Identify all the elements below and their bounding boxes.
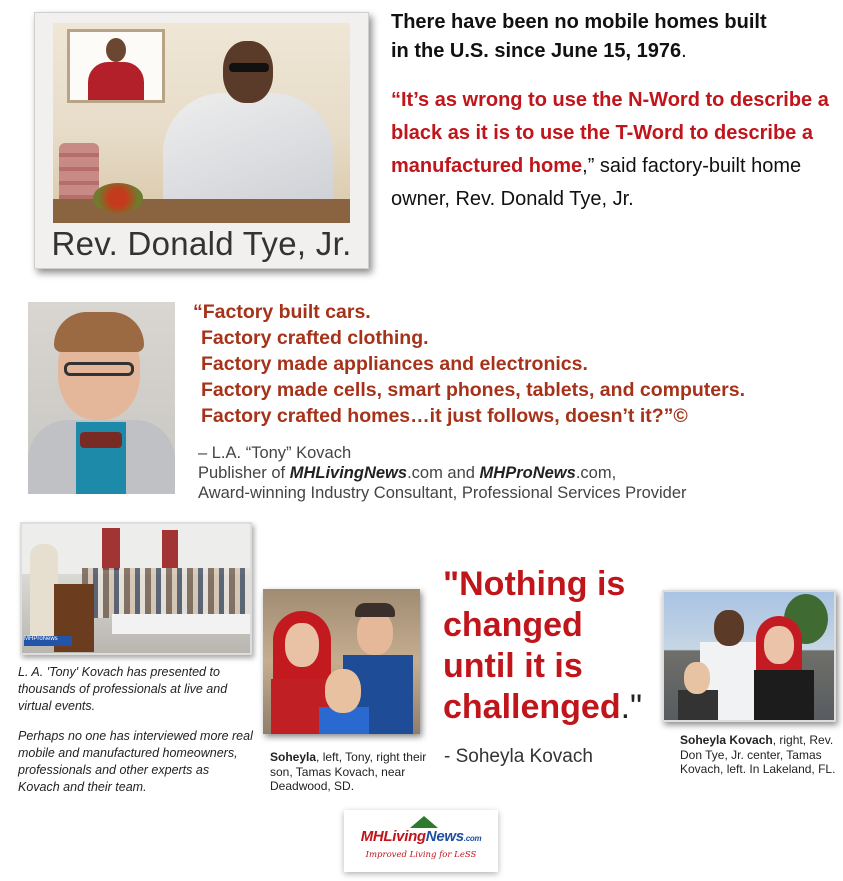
factory-built-quote <box>193 299 833 503</box>
podium-logo: MHProNews <box>24 636 72 646</box>
event-caption <box>18 664 253 809</box>
n-word-t-word-quote <box>391 84 831 216</box>
mobile-homes-fact <box>391 8 831 216</box>
family-photo-lakeland-caption: Soheyla Kovach, right, Rev. Don Tye, Jr. center, Tamas Kovach, left. In Lakeland, FL. <box>680 733 836 776</box>
quote-line: Factory made cells, smart phones, tablets, and computers. <box>201 379 746 401</box>
event-presentation-photo <box>20 522 252 655</box>
logo-wordmark: MHLivingNews.com <box>360 828 482 845</box>
fact-line-1: There have been no mobile homes built <box>391 11 767 33</box>
mhlivingnews-logo[interactable] <box>344 810 498 872</box>
family-photo-lakeland <box>662 590 836 722</box>
signature-name: – L.A. “Tony” Kovach <box>198 444 352 462</box>
challenged-quote-author: - Soheyla Kovach <box>444 746 593 767</box>
rev-tye-photo <box>53 23 350 223</box>
quote-line: Factory made appliances and electronics. <box>201 353 588 375</box>
challenged-quote: "Nothing is changed until it is challenged." <box>443 565 643 726</box>
event-caption-p2: Perhaps no one has interviewed more real mobile and manufactured homeowners, professionals and other experts as Kovach and their team. <box>18 729 253 794</box>
framed-portrait <box>67 29 165 103</box>
family-photo-deadwood-caption: Soheyla, left, Tony, right their son, Tamas Kovach, near Deadwood, SD. <box>270 750 427 793</box>
house-roof-icon <box>410 816 438 828</box>
family-photo-deadwood <box>263 589 420 734</box>
quote-line: Factory crafted homes…it just follows, doesn’t it?”© <box>201 405 688 427</box>
quote-line: “Factory built cars. <box>193 301 371 323</box>
rev-tye-photo-caption: Rev. Donald Tye, Jr. <box>51 225 352 262</box>
quote-line: Factory crafted clothing. <box>201 327 429 349</box>
quote-red-text: “It’s as wrong to use the N-Word to describe a black as it is to use the T-Word to describe a manufactured home <box>391 89 829 177</box>
logo-tagline: Improved Living for LeSS <box>365 850 477 860</box>
tony-kovach-photo <box>28 302 175 494</box>
event-caption-p1: L. A. 'Tony' Kovach has presented to thousands of professionals at live and virtual events. <box>18 665 228 713</box>
quote-signature <box>193 443 833 503</box>
signature-publisher: Publisher of MHLivingNews.com and MHProNews.com, <box>198 464 617 482</box>
quote-attribution-text: ,” said factory-built home owner, Rev. Donald Tye, Jr. <box>391 155 802 210</box>
signature-role: Award-winning Industry Consultant, Professional Services Provider <box>198 484 687 502</box>
rev-tye-photo-card <box>34 12 369 269</box>
fact-line-2: in the U.S. since June 15, 1976. <box>391 40 687 62</box>
